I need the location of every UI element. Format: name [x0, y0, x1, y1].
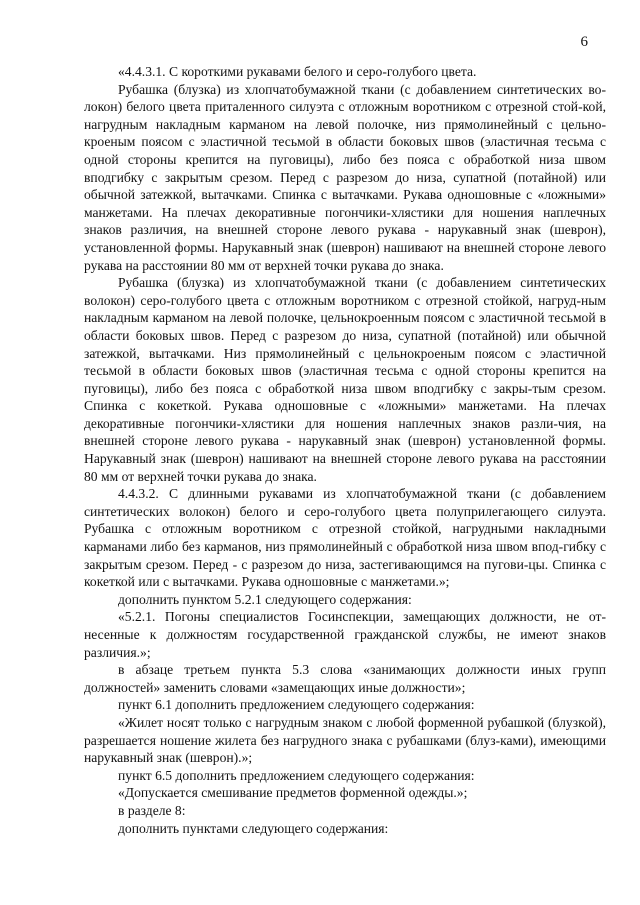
paragraph-section-5-2-1: «5.2.1. Погоны специалистов Госинспекции, замещающих должности, не от-несенные к должностям государственной гражданской службы, не имеют знаков различия.»;	[84, 609, 606, 660]
paragraph-add-points: дополнить пунктами следующего содержания:	[118, 820, 389, 836]
paragraph-mixing-rule: «Допускается смешивание предметов форменной одежды.»;	[118, 785, 468, 801]
paragraph-section-6-5: пункт 6.5 дополнить предложением следующего содержания:	[118, 767, 475, 783]
paragraph-vest-rule: «Жилет носят только с нагрудным знаком с любой форменной рубашкой (блузкой), разрешается ношение жилета без нагрудного знака с рубашками (блуз-ками), имеющими нарукавный знак (шеврон).»;	[84, 714, 606, 766]
paragraph-add-5-2-1: дополнить пунктом 5.2.1 следующего содержания:	[118, 591, 412, 607]
paragraph-white-shirt: Рубашка (блузка) из хлопчатобумажной ткани (с добавлением синтетических во-локон) белого цвета приталенного силуэта с отложным воротником с отрезной стой-кой, нагрудным накладным карманом на левой полочке, низ прямолинейный с цельно-кроеным поясом с эластичной тесьмой в области боковых швов (эластичная тесьма с одной стороны крепится на пуговицы), либо без пояса с обработкой низа швом вподгибку с закрытым срезом. Перед с разрезом до низа, супатной (потайной) или обычной затежкой, вытачками. Спинка с вытачками. Рукава одношовные с «ложными» манжетами. На плечах декоративные погончики-хлястики для ношения наплечных знаков различия, на внешней стороне левого рукава - нарукавный знак (шеврон), установленной формы. Нарукавный знак (шеврон) нашивают на внешней стороне левого рукава на расстоянии 80 мм от верхней точки рукава до знака.	[84, 81, 606, 273]
paragraph-section-6-1: пункт 6.1 дополнить предложением следующего содержания:	[118, 697, 475, 713]
paragraph-section-5-3: в абзаце третьем пункта 5.3 слова «занимающих должности иных групп должностей» заменить словами «замещающих иные должности»;	[84, 662, 606, 695]
paragraph-section-4-4-3-1: «4.4.3.1. С короткими рукавами белого и серо-голубого цвета.	[118, 64, 477, 79]
document-body	[84, 63, 606, 837]
page-number: 6	[580, 34, 588, 50]
paragraph-section-8: в разделе 8:	[118, 802, 186, 818]
paragraph-gray-blue-shirt: Рубашка (блузка) из хлопчатобумажной ткани (с добавлением синтетических волокон) серо-голубого цвета с отложным воротником с отрезной стойкой, нагруд-ным накладным карманом на левой полочке, цельнокроенным поясом с эластичной тесьмой в области боковых швов. Перед с разрезом до низа, супатной (потайной) или обычной затежкой, вытачками. Низ прямолинейный с цельнокроеным поясом с эластичной тесьмой в области боковых швов (эластичная тесьма с одной стороны крепится на пуговицы), либо без пояса с обработкой низа швом вподгибку с закры-тым срезом. Спинка с кокеткой. Рукава одношовные с «ложными» манжетами. На плечах декоративные погончики-хлястики для ношения наплечных знаков разли-чия, на внешней стороне левого рукава - нарукавный знак (шеврон) установленной формы. Нарукавный знак (шеврон) нашивают на внешней стороне левого рукава на расстоянии 80 мм от верхней точки рукава до знака.	[84, 275, 606, 484]
paragraph-section-4-4-3-2: 4.4.3.2. С длинными рукавами из хлопчатобумажной ткани (с добавлением синтетических волокон) белого и серо-голубого цвета полуприлегающего силуэта. Рубашка с отложным воротником с отрезной стойкой, нагрудными накладными карманами либо без карманов, низ прямолинейный с обработкой низа швом впод-гибку с закрытым срезом. Перед - с разрезом до низа, застегивающимся на пугови-цы. Спинка с кокеткой или с вытачками. Рукава одношовные с манжетами.»;	[84, 486, 606, 590]
